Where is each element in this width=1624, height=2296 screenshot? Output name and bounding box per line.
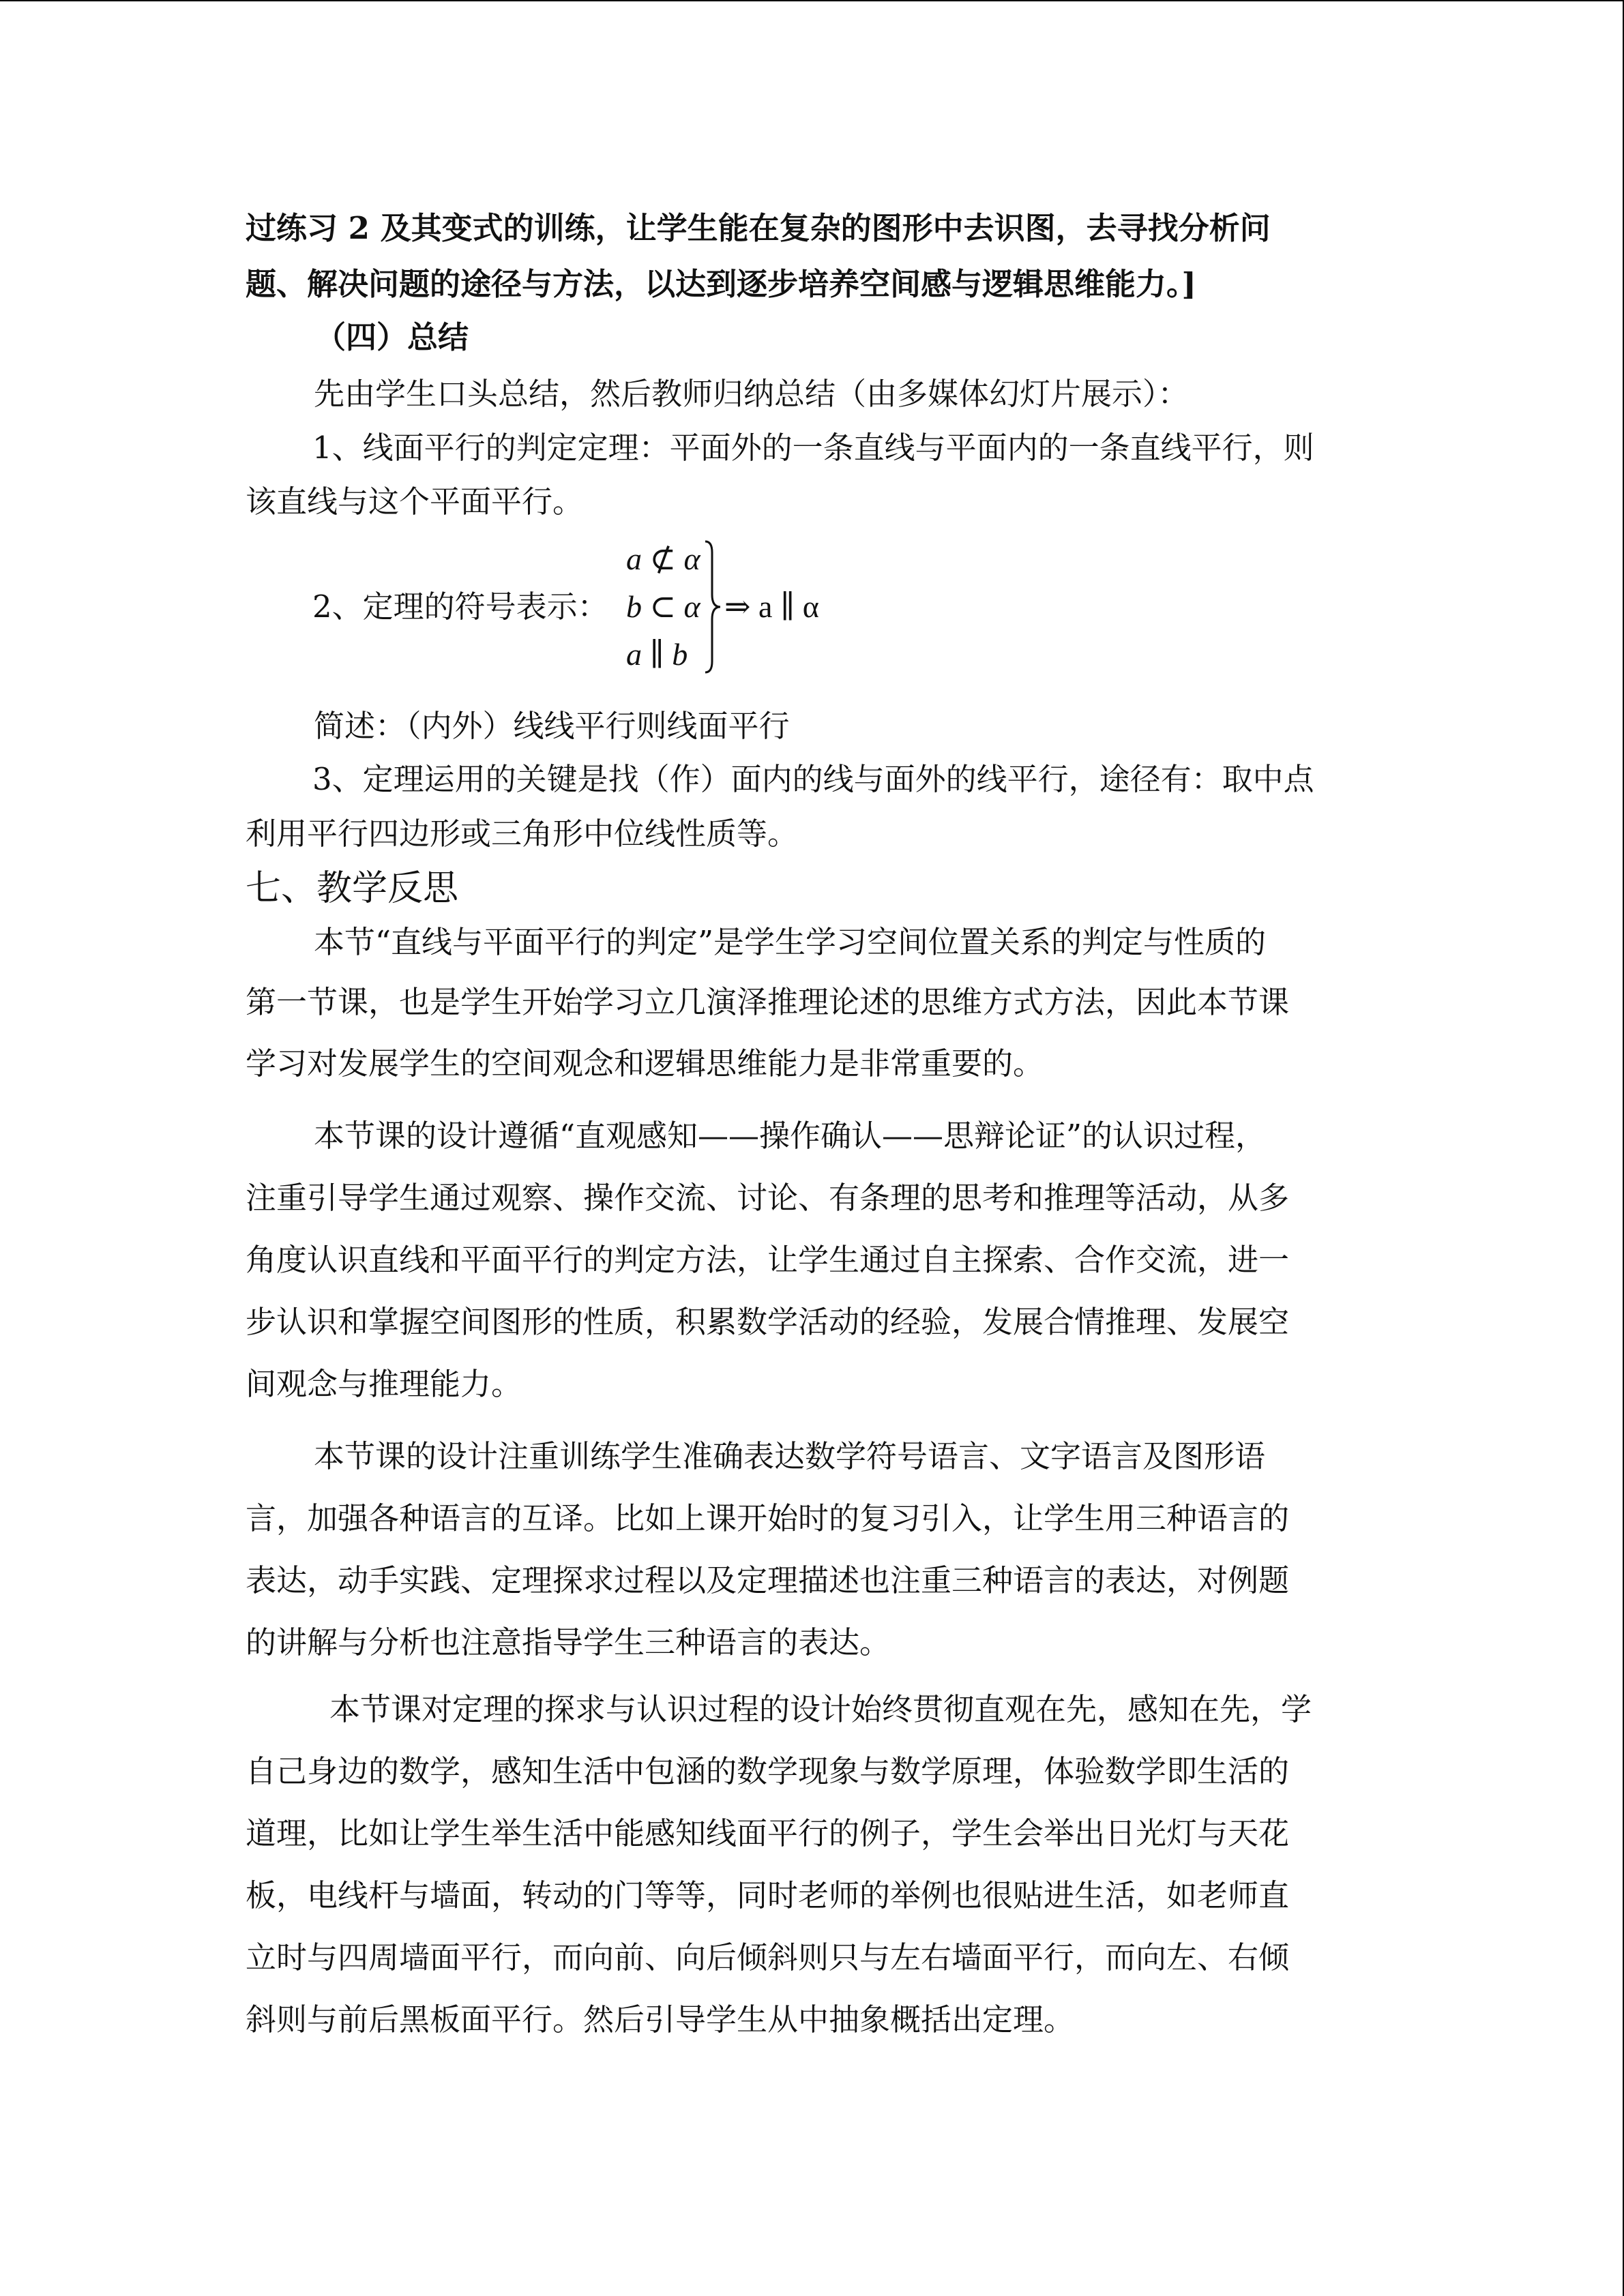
paragraph-4-line-2: 自己身边的数学，感知生活中包涵的数学现象与数学原理，体验数学即生活的 <box>246 1753 1290 1789</box>
paragraph-4-line-6: 斜则与前后黑板面平行。然后引导学生从中抽象概括出定理。 <box>246 2001 1075 2038</box>
paragraph-1-line-1: 本节“直线与平面平行的判定”是学生学习空间位置关系的判定与性质的 <box>314 924 1267 960</box>
item1-line-2: 该直线与这个平面平行。 <box>246 483 584 520</box>
paragraph-3-line-2: 言，加强各种语言的互译。比如上课开始时的复习引入，让学生用三种语言的 <box>246 1500 1290 1536</box>
paragraph-1-line-3: 学习对发展学生的空间观念和逻辑思维能力是非常重要的。 <box>246 1045 1044 1082</box>
paragraph-2-line-1: 本节课的设计遵循“直观感知——操作确认——思辩论证”的认识过程， <box>314 1118 1267 1154</box>
item1-line-1: 1、线面平行的判定定理：平面外的一条直线与平面内的一条直线平行，则 <box>312 430 1314 466</box>
intro-bold-line-1: 过练习 2 及其变式的训练，让学生能在复杂的图形中去识图，去寻找分析问 <box>246 210 1271 246</box>
paragraph-2-line-4: 步认识和掌握空间图形的性质，积累数学活动的经验，发展合情推理、发展空 <box>246 1304 1290 1340</box>
paragraph-3-line-1: 本节课的设计注重训练学生准确表达数学符号语言、文字语言及图形语 <box>314 1438 1266 1474</box>
formula-premise-2: b ⊂ α <box>626 589 700 624</box>
formula-premise-3: a ∥ b <box>626 637 688 672</box>
intro-bold-line-2: 题、解决问题的途径与方法，以达到逐步培养空间感与逻辑思维能力。] <box>246 266 1196 302</box>
item3-line-1: 3、定理运用的关键是找（作）面内的线与面外的线平行，途径有：取中点 <box>312 761 1314 797</box>
paragraph-2-line-5: 间观念与推理能力。 <box>246 1366 522 1402</box>
paragraph-4-line-5: 立时与四周墙面平行，而向前、向后倾斜则只与左右墙面平行，而向左、右倾 <box>246 1939 1290 1976</box>
formula-premise-1: a ⊄ α <box>626 541 700 576</box>
paragraph-2-line-3: 角度认识直线和平面平行的判定方法，让学生通过自主探索、合作交流，进一 <box>246 1242 1290 1278</box>
paragraph-2-line-2: 注重引导学生通过观察、操作交流、讨论、有条理的思考和推理等活动，从多 <box>246 1180 1290 1216</box>
paragraph-3-line-4: 的讲解与分析也注意指导学生三种语言的表达。 <box>246 1624 891 1660</box>
paragraph-1-line-2: 第一节课，也是学生开始学习立几演泽推理论述的思维方式方法，因此本节课 <box>246 984 1290 1020</box>
paragraph-4-line-4: 板，电线杆与墙面，转动的门等等，同时老师的举例也很贴进生活，如老师直 <box>246 1877 1290 1913</box>
paragraph-4-line-3: 道理，比如让学生举生活中能感知线面平行的例子，学生会举出日光灯与天花 <box>246 1815 1290 1851</box>
paragraph-3-line-3: 表达，动手实践、定理探求过程以及定理描述也注重三种语言的表达，对例题 <box>246 1562 1290 1598</box>
summary-intro: 先由学生口头总结，然后教师归纳总结（由多媒体幻灯片展示）： <box>314 376 1189 412</box>
item2-label: 2、定理的符号表示： <box>312 588 608 625</box>
item3-line-2: 利用平行四边形或三角形中位线性质等。 <box>246 816 799 852</box>
paragraph-4-line-1: 本节课对定理的探求与认识过程的设计始终贯彻直观在先，感知在先，学 <box>329 1691 1312 1727</box>
summary-heading: （四）总结 <box>315 319 469 355</box>
formula-conclusion: ⇒ a ∥ α <box>724 589 819 624</box>
right-brace-icon <box>703 539 723 675</box>
section-7-heading: 七、教学反思 <box>246 868 459 909</box>
brief-statement: 简述：（内外）线线平行则线面平行 <box>314 708 790 744</box>
